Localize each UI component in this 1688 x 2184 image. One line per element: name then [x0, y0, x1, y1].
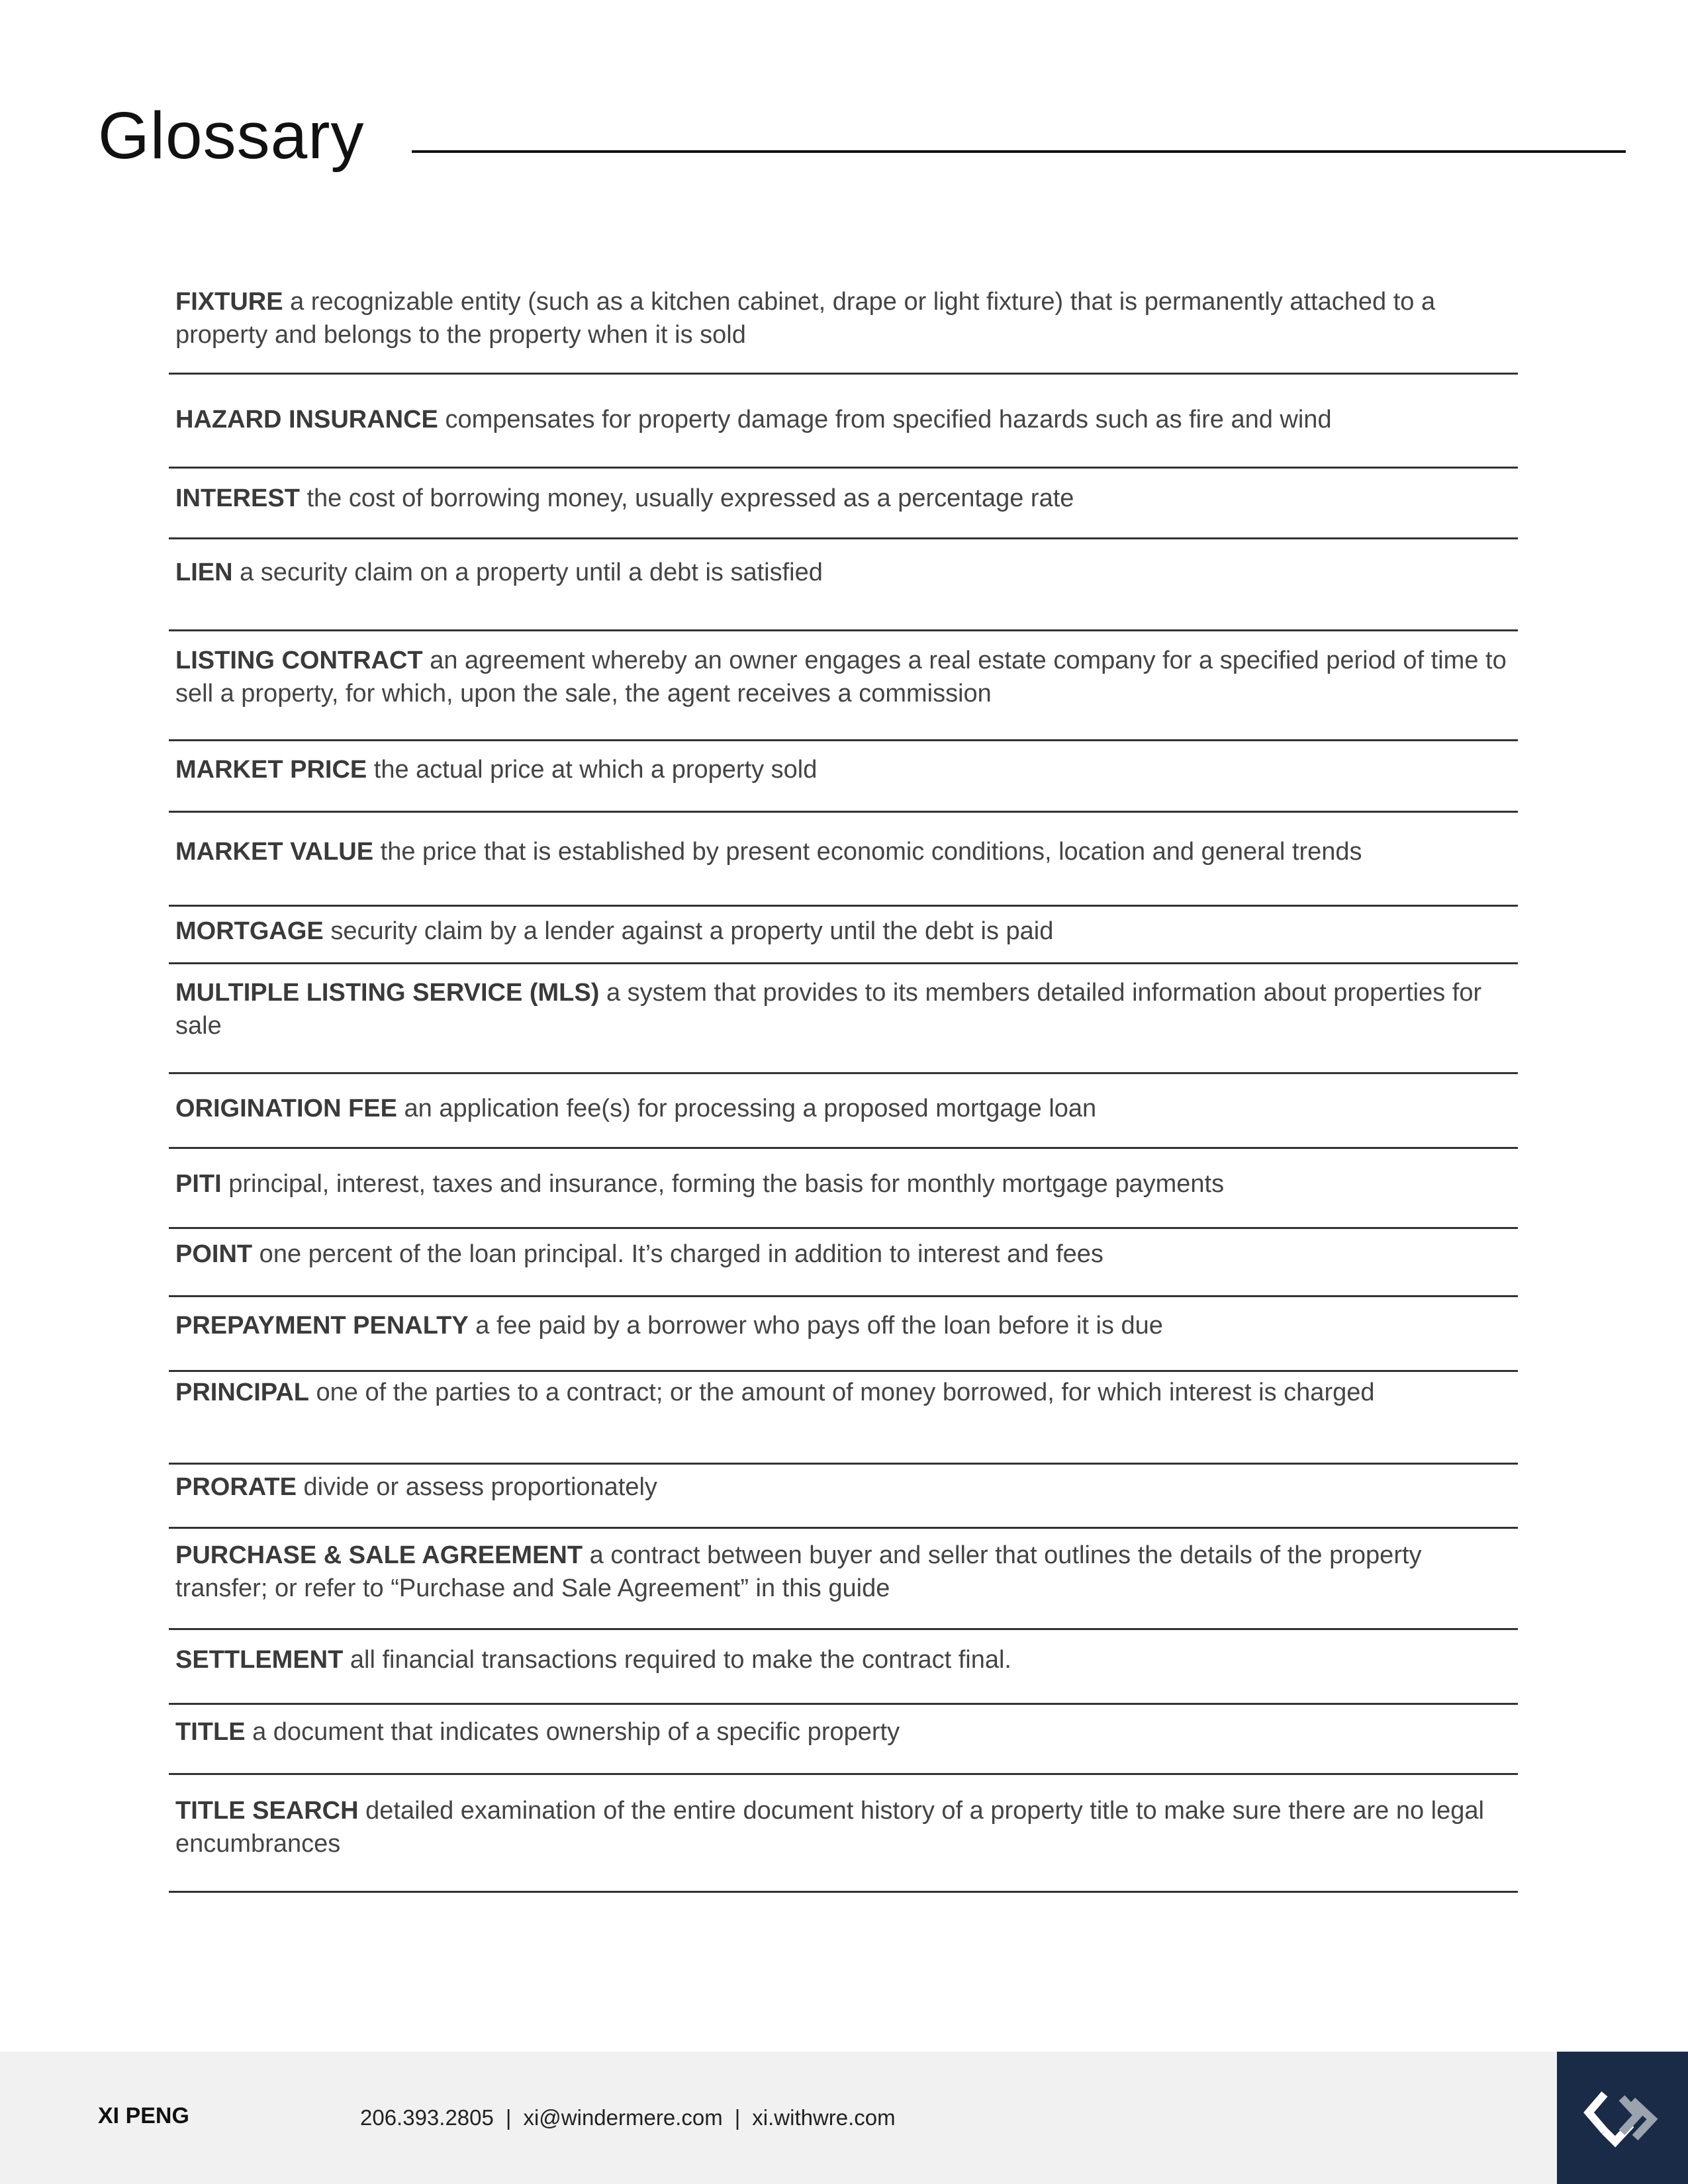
email-link[interactable]: xi@windermere.com: [523, 2105, 723, 2130]
glossary-term: FIXTURE: [175, 288, 283, 316]
glossary-entry-principal: [169, 1372, 1518, 1465]
glossary-definition: principal, interest, taxes and insurance, forming the basis for monthly mortgage payments: [221, 1170, 1225, 1198]
glossary-definition: all financial transactions required to make the contract final.: [343, 1646, 1011, 1674]
glossary-entry-point: [169, 1229, 1518, 1297]
glossary-definition: the price that is established by present economic conditions, location and general trends: [373, 838, 1362, 866]
glossary-entry-market-price: [169, 741, 1518, 813]
glossary-definition: a contract between buyer and seller that outlines the details of the property transfer; or refer to “Purchase and Sale Agreement” in this guide: [175, 1541, 1422, 1602]
glossary-definition: compensates for property damage from specified hazards such as fire and wind: [438, 406, 1332, 433]
glossary-definition: security claim by a lender against a property until the debt is paid: [323, 917, 1054, 945]
glossary-term: LISTING CONTRACT: [175, 647, 423, 674]
glossary-entry-mls: [169, 964, 1518, 1074]
separator: |: [734, 2105, 741, 2130]
glossary-definition: a recognizable entity (such as a kitchen cabinet, drape or light fixture) that is permanently attached to a property and belongs to the property when it is sold: [175, 288, 1436, 349]
glossary-entry-title-search: [169, 1775, 1518, 1893]
glossary-entry-piti: [169, 1149, 1518, 1229]
agent-name: XI PENG: [98, 2103, 189, 2128]
contact-info: [360, 2101, 896, 2134]
page-footer: [0, 2052, 1688, 2184]
glossary-term: INTEREST: [175, 484, 300, 512]
logo-box: [1557, 2052, 1688, 2184]
glossary-definition: a fee paid by a borrower who pays off the loan before it is due: [468, 1312, 1163, 1340]
glossary-term: MULTIPLE LISTING SERVICE (MLS): [175, 979, 600, 1007]
glossary-entry-title: [169, 1705, 1518, 1775]
glossary-definition: a document that indicates ownership of a specific property: [245, 1718, 900, 1746]
glossary-term: MARKET PRICE: [175, 756, 367, 784]
glossary-term: PITI: [175, 1170, 222, 1198]
glossary-term: MARKET VALUE: [175, 838, 374, 866]
glossary-entry-mortgage: [169, 907, 1518, 964]
glossary-term: MORTGAGE: [175, 917, 324, 945]
phone-number[interactable]: 206.393.2805: [360, 2105, 494, 2130]
glossary-entry-fixture: [169, 278, 1518, 375]
windermere-logo-icon: [1582, 2086, 1663, 2150]
glossary-entry-purchase-sale-agreement: [169, 1529, 1518, 1630]
website-link[interactable]: xi.withwre.com: [752, 2105, 896, 2130]
page-header: [98, 93, 1626, 179]
glossary-term: TITLE SEARCH: [175, 1797, 359, 1825]
glossary-definition: a security claim on a property until a debt is satisfied: [232, 559, 823, 586]
glossary-term: POINT: [175, 1240, 253, 1268]
glossary-term: SETTLEMENT: [175, 1646, 344, 1674]
glossary-entry-interest: [169, 469, 1518, 539]
glossary-entry-market-value: [169, 813, 1518, 907]
glossary-entry-lien: [169, 539, 1518, 631]
glossary-term: HAZARD INSURANCE: [175, 406, 438, 433]
glossary-definition: a system that provides to its members detailed information about properties for sale: [175, 979, 1482, 1040]
glossary-definition: an application fee(s) for processing a proposed mortgage loan: [397, 1095, 1097, 1122]
glossary-term: PRORATE: [175, 1473, 297, 1501]
glossary-term: PURCHASE & SALE AGREEMENT: [175, 1541, 583, 1569]
glossary-entry-listing-contract: [169, 631, 1518, 741]
glossary-term: PREPAYMENT PENALTY: [175, 1312, 469, 1340]
glossary-entry-settlement: [169, 1630, 1518, 1705]
glossary-term: LIEN: [175, 559, 233, 586]
glossary-definition: one of the parties to a contract; or the amount of money borrowed, for which interest is charged: [308, 1379, 1375, 1406]
glossary-term: ORIGINATION FEE: [175, 1095, 397, 1122]
glossary-definition: divide or assess proportionately: [296, 1473, 657, 1501]
glossary-term: PRINCIPAL: [175, 1379, 309, 1406]
page-title: Glossary: [98, 99, 365, 173]
glossary-definition: the actual price at which a property sold: [367, 756, 818, 784]
glossary-definition: an agreement whereby an owner engages a real estate company for a specified period of time to sell a property, for which, upon the sale, the agent receives a commission: [175, 647, 1507, 707]
glossary-entry-origination-fee: [169, 1074, 1518, 1149]
glossary-entry-prorate: [169, 1465, 1518, 1529]
glossary-entry-prepayment-penalty: [169, 1297, 1518, 1372]
glossary-definition: one percent of the loan principal. It’s charged in addition to interest and fees: [252, 1240, 1103, 1268]
glossary-definition: detailed examination of the entire document history of a property title to make sure there are no legal encumbrances: [175, 1797, 1484, 1858]
title-rule: [412, 150, 1626, 153]
separator: |: [505, 2105, 512, 2130]
glossary-term: TITLE: [175, 1718, 246, 1746]
glossary-definition: the cost of borrowing money, usually expressed as a percentage rate: [299, 484, 1074, 512]
glossary-entry-hazard-insurance: [169, 375, 1518, 469]
